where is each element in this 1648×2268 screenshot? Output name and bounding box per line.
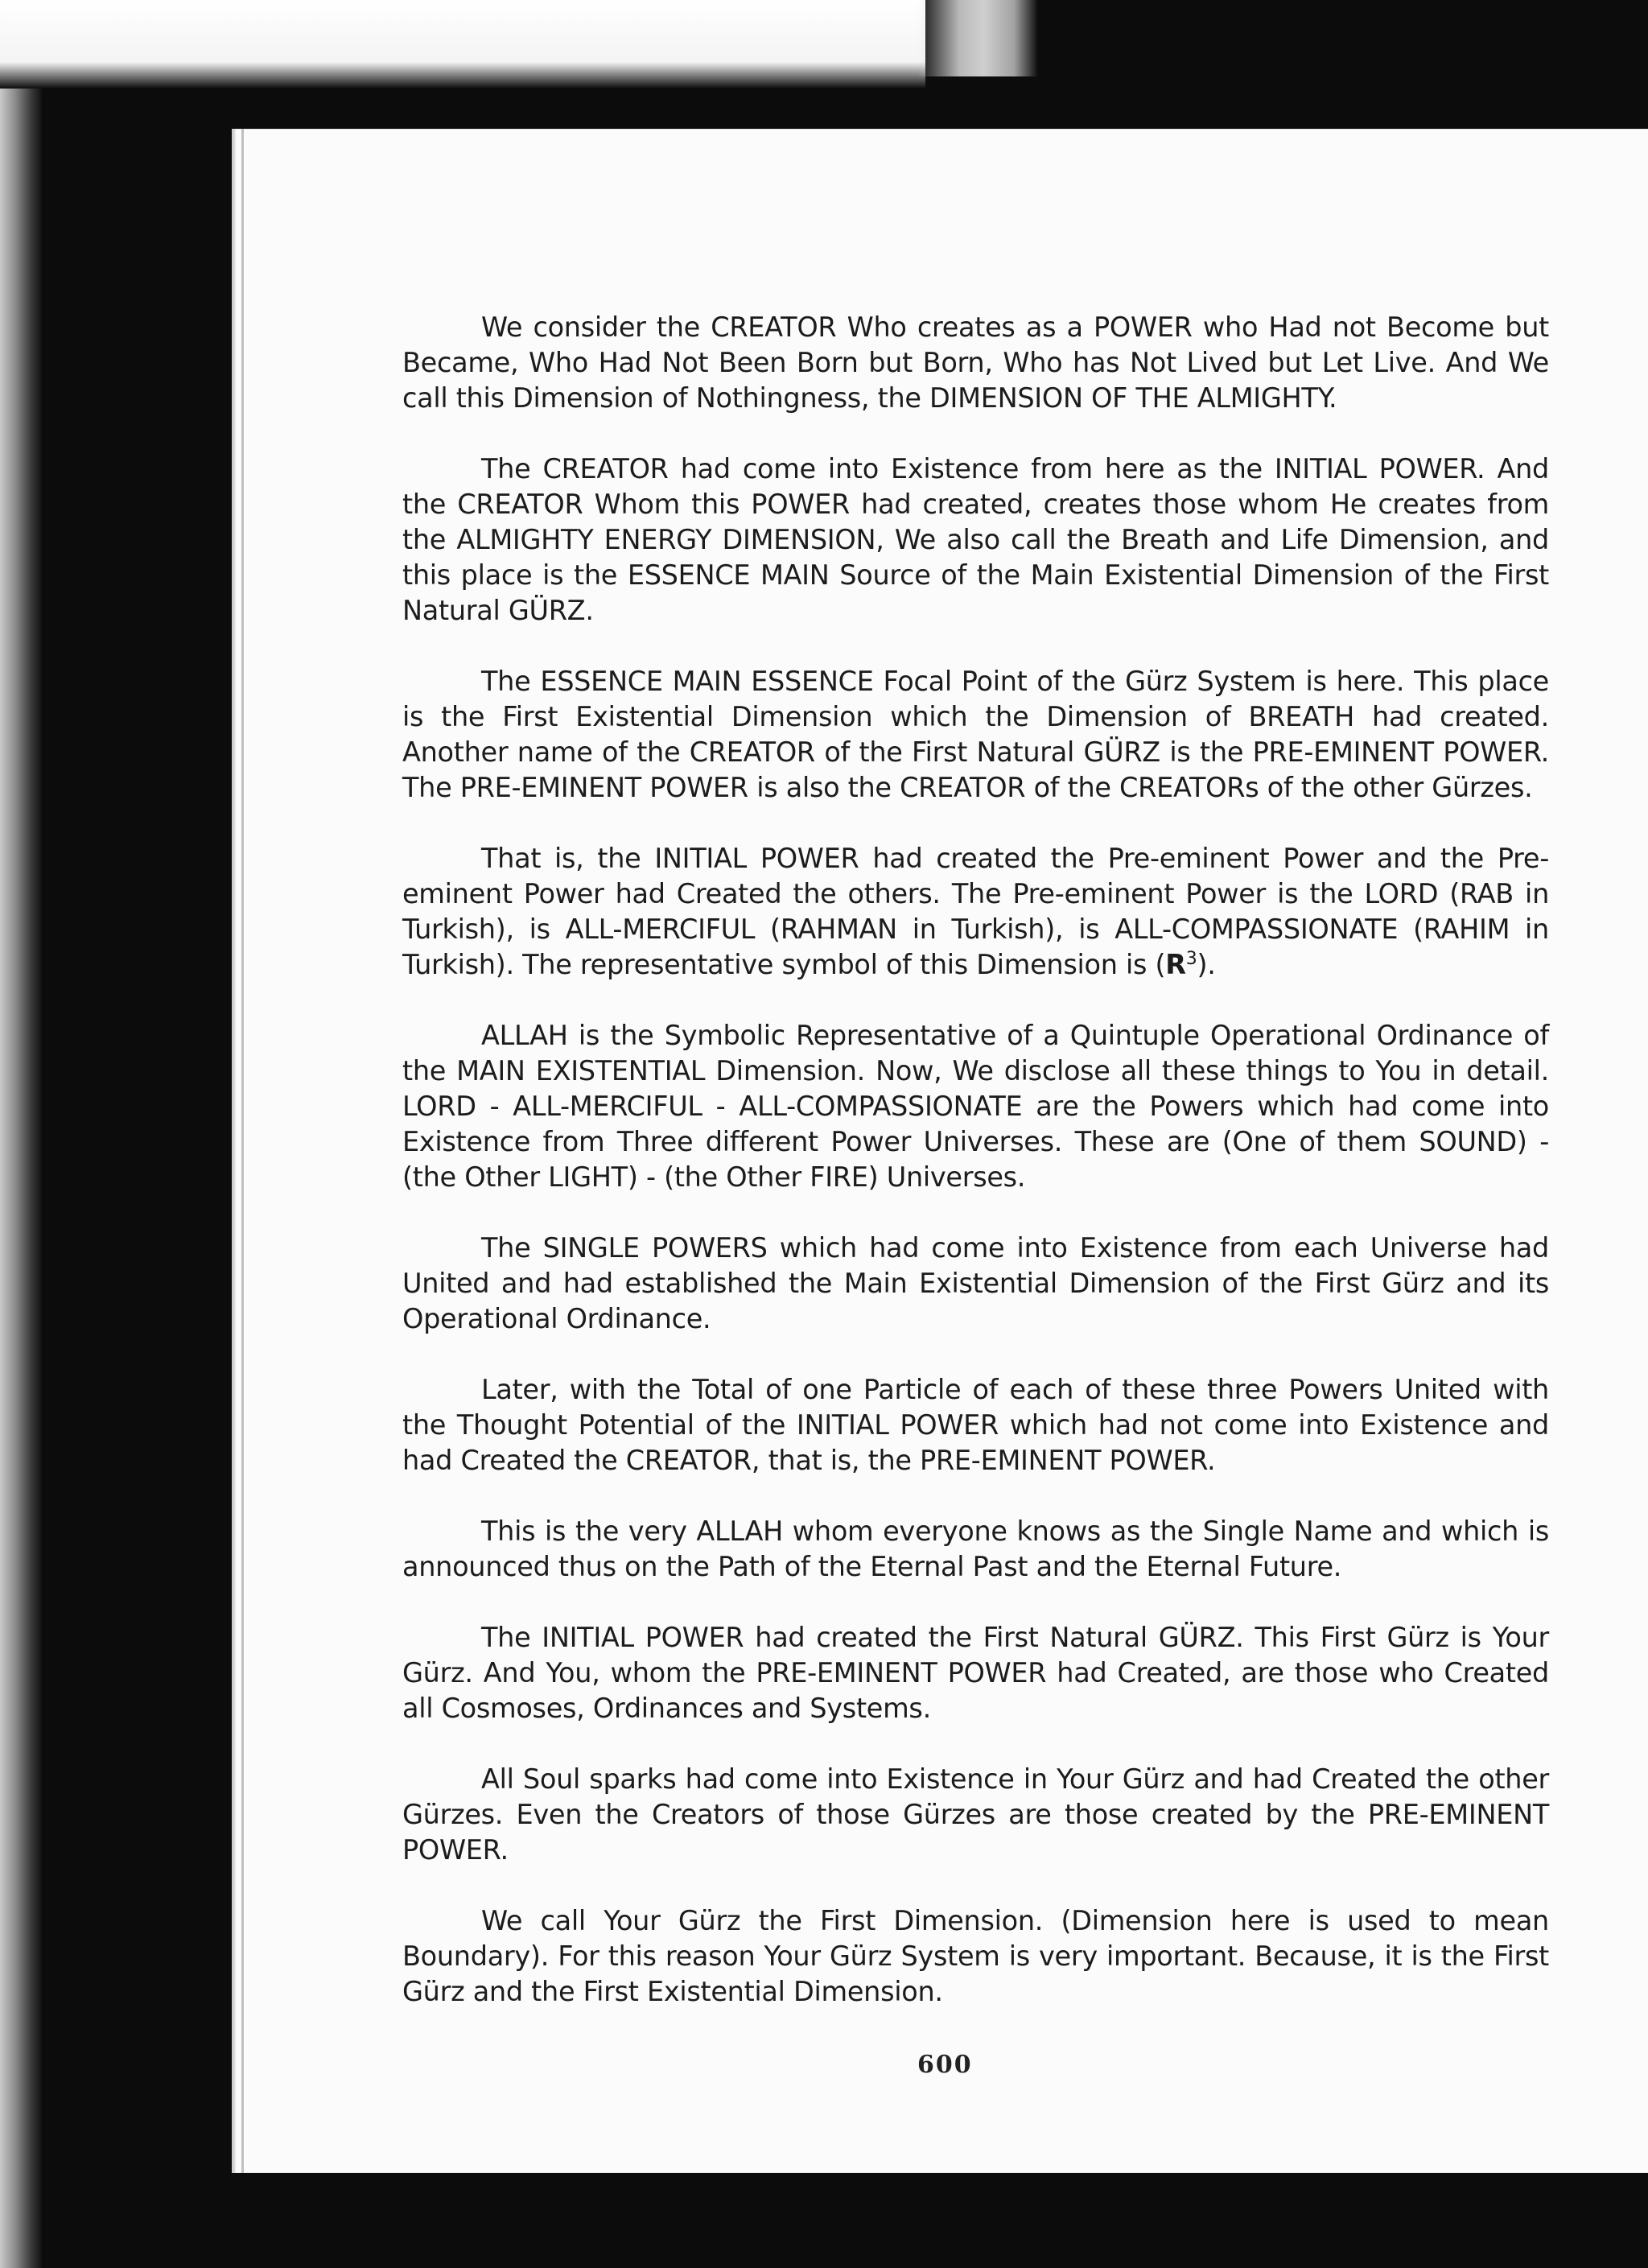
symbol-base: R: [1165, 949, 1186, 980]
paragraph-4-text: That is, the INITIAL POWER had created the Pre-eminent Power and the Pre-eminent Power had Created the others. The Pre-eminent Power is the LORD (RAB in Turkish), is ALL-MERCIFUL (RAHMAN in Turkish), is ALL-COMPASSIONATE (RAHIM in Turkish). The representative symbol of this Dimension is (: [402, 843, 1549, 980]
paragraph-7: Later, with the Total of one Particle of each of these three Powers United with the Thought Potential of the INITIAL POWER which had not come into Existence and had Created the CREATOR, that is, the PRE-EMINENT POWER.: [402, 1374, 1549, 1476]
paragraph-9: The INITIAL POWER had created the First Natural GÜRZ. This First Gürz is Your Gürz. And You, whom the PRE-EMINENT POWER had Created, are those who Created all Cosmoses, Ordinances and Systems.: [402, 1622, 1549, 1724]
paragraph-3: The ESSENCE MAIN ESSENCE Focal Point of the Gürz System is here. This place is the First Existential Dimension which the Dimension of BREATH had created. Another name of the CREATOR of the First Natural GÜRZ is the PRE-EMINENT POWER. The PRE-EMINENT POWER is also the CREATOR of the CREATORs of the other Gürzes.: [402, 666, 1549, 803]
paragraph-5: ALLAH is the Symbolic Representative of a Quintuple Operational Ordinance of the MAIN EXISTENTIAL Dimension. Now, We disclose all these things to You in detail. LORD - ALL-MERCIFUL - ALL-COMPASSIONATE are the Powers which had come into Existence from Three different Power Universes. These are (One of them SOUND) - (the Other LIGHT) - (the Other FIRE) Universes.: [402, 1020, 1549, 1193]
paragraph-2: The CREATOR had come into Existence from here as the INITIAL POWER. And the CREATOR Whom this POWER had created, creates those whom He creates from the ALMIGHTY ENERGY DIMENSION, We also call the Breath and Life Dimension, and this place is the ESSENCE MAIN Source of the Main Existential Dimension of the First Natural GÜRZ.: [402, 453, 1549, 626]
symbol-tail: ).: [1197, 949, 1216, 980]
paragraph-1: We consider the CREATOR Who creates as a POWER who Had not Become but Became, Who Had Not Been Born but Born, Who has Not Lived but Let Live. And We call this Dimension of Nothingness, the DIMENSION OF THE ALMIGHTY.: [402, 311, 1549, 414]
body-text: [402, 310, 1549, 2045]
paragraph-6: The SINGLE POWERS which had come into Existence from each Universe had United and had established the Main Existential Dimension of the First Gürz and its Operational Ordinance.: [402, 1232, 1549, 1334]
page-number: 600: [917, 2051, 973, 2079]
top-margin: [0, 0, 925, 89]
page-edge: [241, 129, 244, 2173]
paragraph-11: We call Your Gürz the First Dimension. (Dimension here is used to mean Boundary). For this reason Your Gürz System is very important. Because, it is the First Gürz and the First Existential Dimension.: [402, 1905, 1549, 2007]
binding-shadow: [0, 89, 42, 2268]
symbol-exponent: 3: [1185, 948, 1197, 969]
paragraph-10: All Soul sparks had come into Existence in Your Gürz and had Created the other Gürzes. Even the Creators of those Gürzes are those created by the PRE-EMINENT POWER.: [402, 1763, 1549, 1866]
scan-streak: [917, 0, 1038, 76]
paragraph-4: [402, 841, 1549, 983]
paragraph-8: This is the very ALLAH whom everyone knows as the Single Name and which is announced thus on the Path of the Eternal Past and the Eternal Future.: [402, 1515, 1549, 1582]
